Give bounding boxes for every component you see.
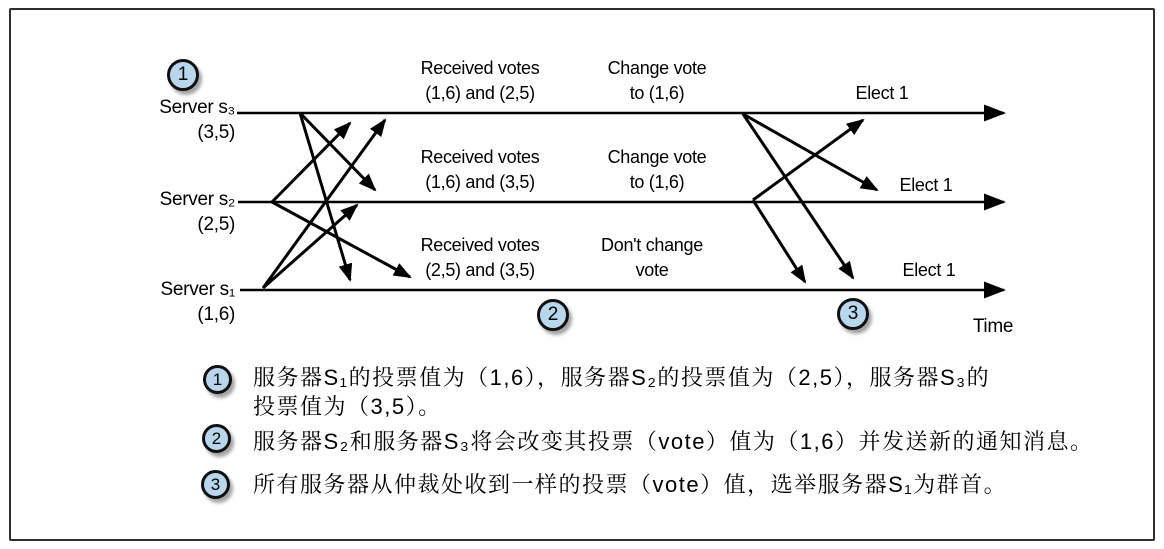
vote-arrow-s2-to-s1	[753, 200, 805, 282]
dont-change-vote-s1-line2: vote	[635, 260, 669, 280]
received-votes-s3-line1: Received votes	[420, 58, 540, 78]
server-s2-name: Server s₂	[159, 189, 235, 210]
server-s3-name: Server s₃	[159, 97, 235, 118]
step-1-badge: 1	[167, 59, 199, 91]
received-votes-s1-line1: Received votes	[420, 235, 540, 255]
server-s1-label	[95, 277, 235, 327]
server-s1-vote: (1,6)	[197, 304, 235, 325]
note-2-badge: 2	[202, 424, 231, 453]
change-vote-s3-line1: Change vote	[607, 58, 707, 78]
received-votes-s1	[395, 233, 565, 283]
note-1-badge: 1	[203, 365, 232, 394]
change-vote-s2-line2: to (1,6)	[629, 172, 685, 192]
note-3-badge: 3	[201, 470, 230, 499]
vote-arrow-s2-to-s3	[753, 120, 863, 200]
vote-arrow-s1-to-s3	[263, 120, 385, 288]
time-axis-label: Time	[972, 316, 1014, 337]
step-2-badge: 2	[537, 299, 569, 331]
vote-arrow-s2-to-s1	[272, 202, 410, 277]
server-s1-name: Server s₁	[160, 279, 235, 300]
note-1-line2: 投票值为（3,5）。	[253, 394, 442, 419]
change-vote-s3-line2: to (1,6)	[629, 83, 685, 103]
server-s3-vote: (3,5)	[197, 122, 235, 143]
note-1-line1: 服务器S₁的投票值为（1,6），服务器S₂的投票值为（2,5），服务器S₃的	[253, 365, 991, 390]
vote-arrow-s1-to-s2	[263, 205, 357, 288]
received-votes-s2-line1: Received votes	[420, 147, 540, 167]
server-s2-label	[95, 187, 235, 237]
server-s3-label	[95, 95, 235, 145]
received-votes-s1-line2: (2,5) and (3,5)	[425, 260, 535, 280]
change-vote-s2-line1: Change vote	[607, 147, 707, 167]
change-vote-s3	[572, 56, 742, 106]
elect-label-s1: Elect 1	[902, 260, 956, 280]
received-votes-s3-line2: (1,6) and (2,5)	[425, 83, 535, 103]
dont-change-vote-s1	[567, 233, 737, 283]
received-votes-s3	[395, 56, 565, 106]
change-vote-s2	[572, 145, 742, 195]
note-2-line1: 服务器S₂和服务器S₃将会改变其投票（vote）值为（1,6）并发送新的通知消息。	[253, 429, 1094, 454]
note-3-line1: 所有服务器从仲裁处收到一样的投票（vote）值，选举服务器S₁为群首。	[253, 472, 1008, 497]
elect-label-s3: Elect 1	[855, 83, 909, 103]
dont-change-vote-s1-line1: Don't change	[601, 235, 703, 255]
server-s2-vote: (2,5)	[197, 214, 235, 235]
received-votes-s2	[395, 145, 565, 195]
step-3-badge: 3	[837, 298, 869, 330]
received-votes-s2-line2: (1,6) and (3,5)	[425, 172, 535, 192]
elect-label-s2: Elect 1	[899, 175, 953, 195]
vote-arrow-s2-to-s3	[272, 123, 350, 202]
